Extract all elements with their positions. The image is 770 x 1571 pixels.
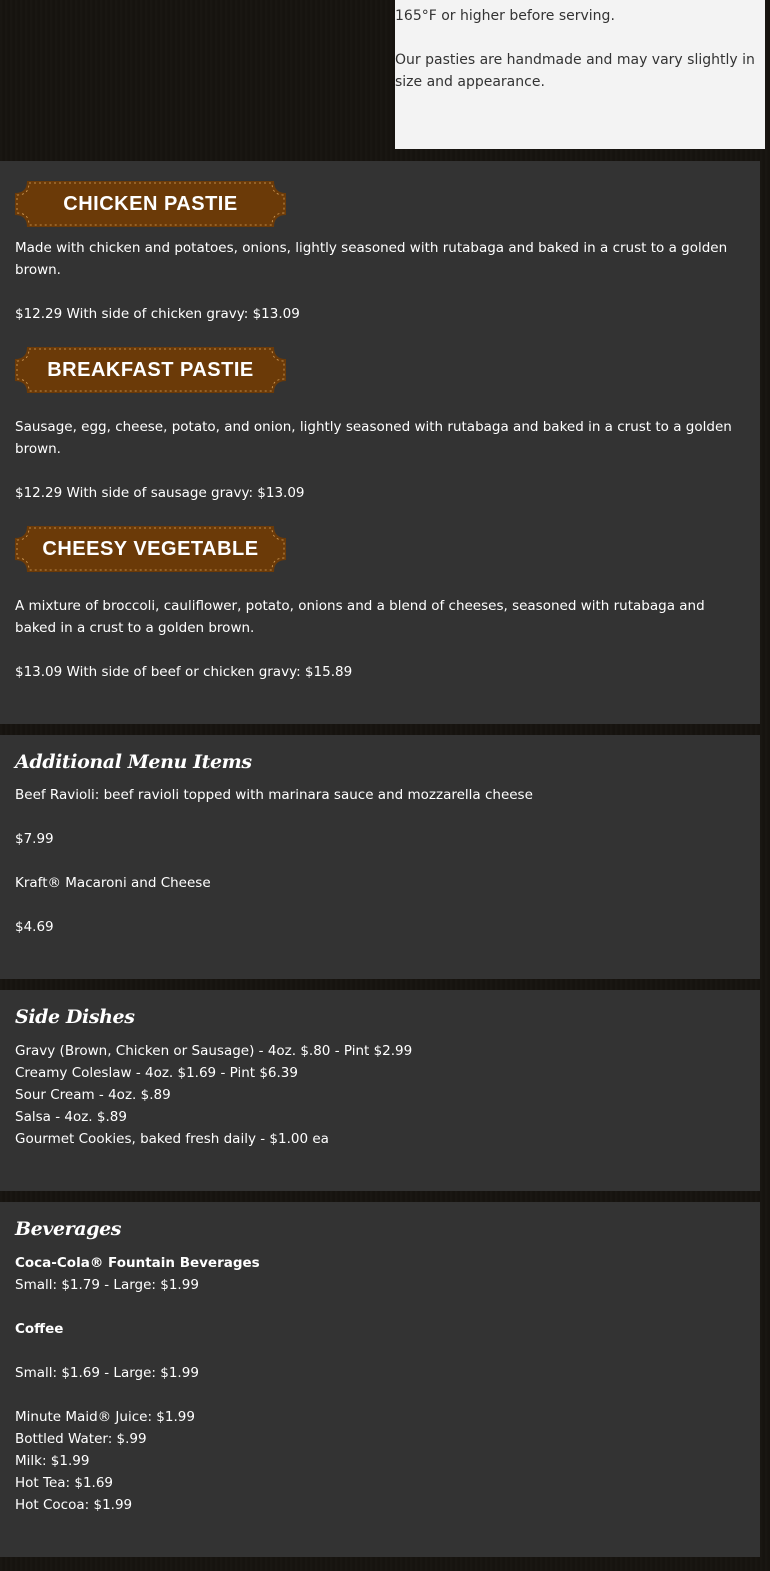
beverage-item: Minute Maid® Juice: $1.99 [15, 1409, 195, 1425]
pastie-price: $12.29 With side of sausage gravy: $13.09 [15, 485, 305, 501]
handmade-note-text: Our pasties are handmade and may vary slightly in size and appearance. [395, 52, 755, 90]
pastie-price: $12.29 With side of chicken gravy: $13.09 [15, 306, 300, 322]
beverage-price: Small: $1.79 - Large: $1.99 [15, 1277, 199, 1293]
side-dish-item: Sour Cream - 4oz. $.89 [15, 1087, 171, 1103]
menu-item: Kraft® Macaroni and Cheese [15, 875, 211, 891]
pastie-description: Made with chicken and potatoes, onions, lightly seasoned with rutabaga and baked in a crust to a golden brown. [15, 240, 728, 278]
pastie-banner [15, 526, 286, 572]
section-heading: Beverages [15, 1218, 122, 1240]
side-dish-item: Creamy Coleslaw - 4oz. $1.69 - Pint $6.39 [15, 1065, 298, 1081]
section-heading: Additional Menu Items [15, 751, 252, 773]
serving-temperature-text: 165°F or higher before serving. [395, 8, 615, 24]
pastie-description: Sausage, egg, cheese, potato, and onion, lightly seasoned with rutabaga and baked in a crust to a golden brown. [15, 419, 732, 457]
menu-item: Beef Ravioli: beef ravioli topped with marinara sauce and mozzarella cheese [15, 787, 533, 803]
beverages-panel [0, 1202, 760, 1557]
pastie-name: CHEESY VEGETABLE [42, 538, 259, 560]
pasty-info-note [395, 0, 765, 149]
beverage-item: Hot Tea: $1.69 [15, 1475, 114, 1491]
beverage-price: Small: $1.69 - Large: $1.99 [15, 1365, 199, 1381]
pasties-panel [0, 161, 760, 724]
pastie-description: A mixture of broccoli, cauliflower, potato, onions and a blend of cheeses, seasoned with rutabaga and baked in a crust to a golden brown. [15, 598, 705, 636]
menu-item-price: $4.69 [15, 919, 54, 935]
pastie-name: BREAKFAST PASTIE [47, 359, 254, 381]
beverage-item: Hot Cocoa: $1.99 [15, 1497, 133, 1513]
pastie-banner [15, 347, 286, 393]
pastie-name: CHICKEN PASTIE [63, 193, 238, 215]
additional-items-panel [0, 735, 760, 979]
side-dish-item: Gourmet Cookies, baked fresh daily - $1.00 ea [15, 1131, 329, 1147]
side-dishes-panel [0, 990, 760, 1191]
section-heading: Side Dishes [15, 1006, 135, 1028]
beverage-item: Milk: $1.99 [15, 1453, 90, 1469]
beverage-item: Bottled Water: $.99 [15, 1431, 147, 1447]
beverage-title: Coffee [15, 1321, 64, 1337]
pastie-banner [15, 181, 286, 227]
menu-item-price: $7.99 [15, 831, 54, 847]
side-dish-item: Gravy (Brown, Chicken or Sausage) - 4oz. $.80 - Pint $2.99 [15, 1043, 413, 1059]
pastie-price: $13.09 With side of beef or chicken gravy: $15.89 [15, 664, 353, 680]
beverage-title: Coca-Cola® Fountain Beverages [15, 1255, 260, 1271]
side-dish-item: Salsa - 4oz. $.89 [15, 1109, 127, 1125]
